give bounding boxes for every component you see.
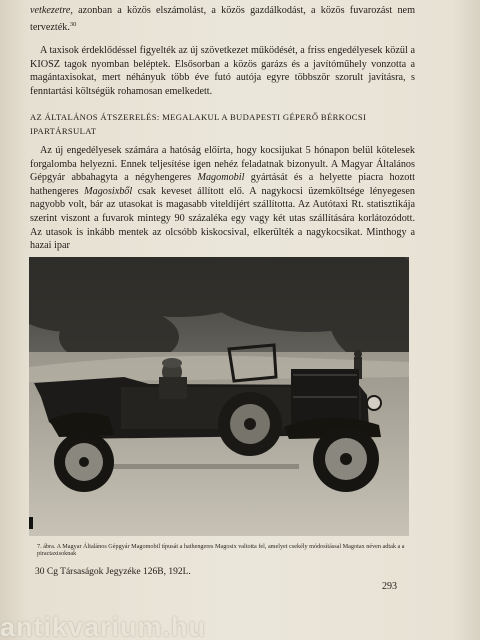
vintage-car-photo xyxy=(29,257,409,536)
paragraph-1-text: azonban a közös elszámolást, a közös gazdálkodást, a közös fuvarozást nem tervezték. xyxy=(30,5,415,33)
paragraph-3-italic-magomobil: Magomobil xyxy=(197,172,245,184)
watermark: antikvarium.hu xyxy=(0,612,207,640)
footnote-ref-30: 30 xyxy=(69,20,77,28)
paragraph-2: A taxisok érdeklődéssel figyelték az új szövetkezet működését, a friss engedélyesek közül a KIOSZ tagok nyomban beléptek. Elsősorban a közös garázs és a javítóműhely vonzotta a magántaxisokat, mert néhányuk több éve futó autója egyre többször szorult javításra, s fenntartási költségük rohamosan emelkedett. xyxy=(30,45,415,97)
front-wheel xyxy=(313,426,379,492)
paragraph-1 xyxy=(30,4,415,34)
car-photo-illustration xyxy=(29,257,409,536)
figure-caption: 7. ábra. A Magyar Általános Gépgyár Magomobil típusát a hathengeres Magosix valtotta fel, amelyet csekély módosítással Magotax néven adtak a a piractaxisoknak xyxy=(37,543,405,558)
spare-wheel xyxy=(218,392,282,456)
rear-wheel xyxy=(54,432,114,492)
paragraph-3-text-e: csak keveset állított elő. A nagykocsi üzemköltsége lényegesen nagyobb volt, bár az utasokat is magasabb viteldíjért szállította. Az Autótaxi Rt. statisztikája szerint viszont a fuvarok mintegy 90 százaléka egy vagy két utas szállítására korlátozódott. Az utasok is inkább mentek az olcsóbb kiskocsival, elkerülték a nagykocsikat. Minthogy a hazai ipar xyxy=(30,185,416,252)
paragraph-3-italic-magosix: Magosixből xyxy=(84,185,133,197)
paragraph-3-text-a: Az új engedélyesek számára a hatóság előírta, hogy kocsijukat 5 hónapon belül kötelesek forgalomba helyezni. Ennek teljesítése igen nehéz feladatnak bizonyult. A Magyar Általános Gépgyár abbahagyta a négyhengeres xyxy=(30,145,415,184)
paragraph-1-lead: vetkezetre, xyxy=(30,5,73,16)
section-heading: AZ ÁLTALÁNOS ÁTSZERELÉS: MEGALAKUL A BUDAPESTI GÉPERŐ BÉRKOCSI IPARTÁRSULAT xyxy=(30,112,367,136)
footnote-30: 30 Cg Társaságok Jegyzéke 126B, 192L. xyxy=(35,567,191,577)
headlight xyxy=(367,396,381,410)
page-mark xyxy=(29,517,33,529)
paragraph-3-text-c: gyártását és a helyette piacra hozott hathengeres xyxy=(30,172,415,197)
page-number: 293 xyxy=(382,581,397,592)
paragraph-3 xyxy=(30,144,415,253)
